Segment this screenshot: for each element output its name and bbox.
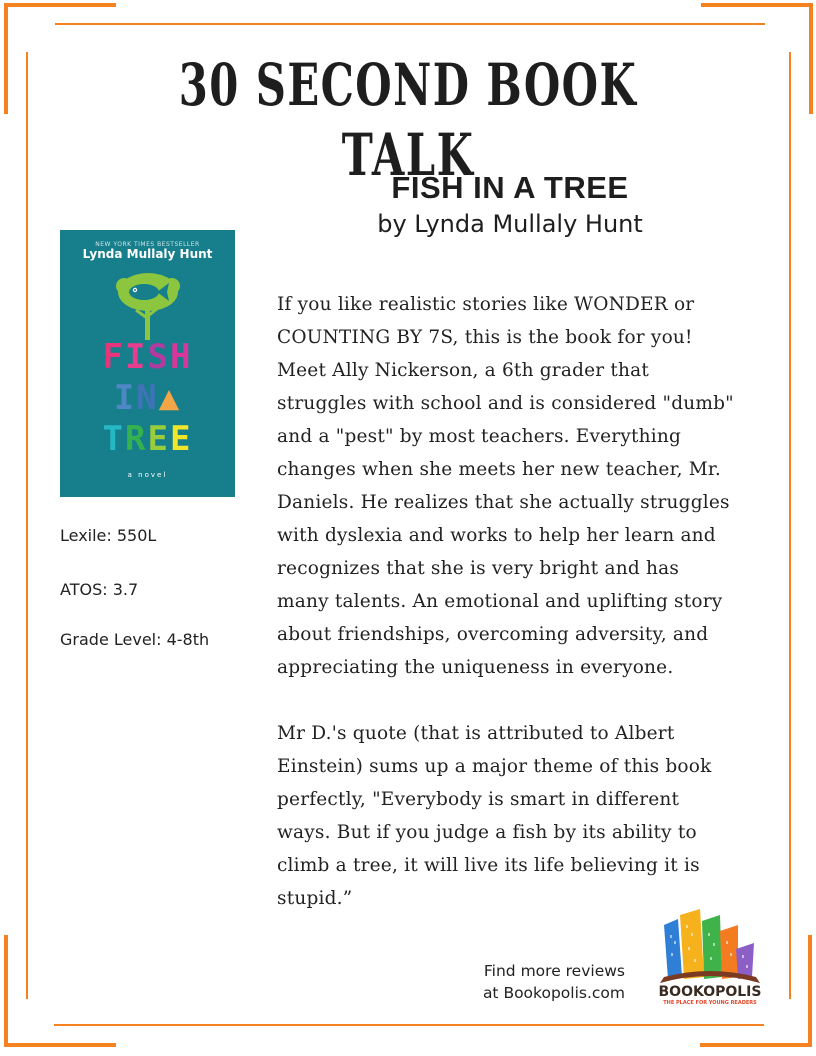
border-top-left-thick (5, 3, 116, 7)
atos-level: ATOS: 3.7 (60, 580, 139, 599)
review-line: Mr D.'s quote (that is attributed to Albert (277, 723, 675, 744)
cover-subtitle: a novel (127, 471, 168, 479)
logo-tagline: THE PLACE FOR YOUNG READERS (663, 1000, 757, 1006)
review-line: with dyslexia and works to help her learn and (277, 525, 716, 546)
border-left-inner (26, 52, 28, 999)
footer-reviews-link[interactable] (455, 960, 625, 1004)
review-line: COUNTING BY 7S, this is the book for you! (277, 327, 693, 348)
footer-line-1: Find more reviews (483, 962, 625, 980)
review-line: Einstein) sums up a major theme of this book (277, 756, 712, 777)
border-right-top-thick (809, 3, 813, 114)
logo-wordmark: BOOKOPOLIS (658, 984, 762, 1000)
review-line: perfectly, "Everybody is smart in different (277, 789, 680, 810)
review-line: many talents. An emotional and uplifting story (277, 591, 723, 612)
tree-fish-icon (112, 270, 184, 342)
books-icon (664, 909, 754, 979)
review-line: about friendships, overcoming adversity, and (277, 624, 709, 645)
footer-line-2: at Bookopolis.com (482, 984, 625, 1002)
grade-level: Grade Level: 4-8th (60, 630, 210, 649)
border-bottom-inner (54, 1024, 764, 1026)
border-top-right-thick (701, 3, 813, 7)
border-top-inner (55, 23, 765, 25)
review-line: ways. But if you judge a fish by its ability to (277, 822, 697, 843)
review-line: and a "pest" by most teachers. Everything (277, 426, 682, 447)
border-bottom-right-thick (700, 1043, 812, 1047)
cover-title-word-tree: TREE (102, 419, 193, 459)
lexile-level: Lexile: 550L (60, 526, 157, 545)
border-left-top-thick (4, 3, 8, 114)
border-right-bottom-thick (808, 935, 812, 1047)
border-right-inner (789, 52, 791, 999)
book-author: by Lynda Mullaly Hunt (377, 210, 643, 238)
page-title: 30 SECOND BOOK TALK (178, 51, 638, 189)
review-line: If you like realistic stories like WONDER or (277, 294, 695, 315)
review-line: struggles with school and is considered "dumb" (277, 393, 734, 414)
review-line: Daniels. He realizes that she actually struggles (277, 492, 730, 513)
cover-title-word-in-a: IN▲ (113, 378, 182, 418)
border-bottom-left-thick (4, 1043, 116, 1047)
review-line: appreciating the uniqueness in everyone. (277, 657, 674, 678)
review-paragraph-1 (277, 288, 777, 684)
review-line: climb a tree, it will live its life believing it is (277, 855, 700, 876)
review-line: Meet Ally Nickerson, a 6th grader that (277, 360, 650, 381)
review-line: stupid.” (277, 888, 353, 909)
border-left-bottom-thick (4, 935, 8, 1047)
cover-author: Lynda Mullaly Hunt (82, 247, 213, 261)
review-line: changes when she meets her new teacher, Mr. (277, 459, 721, 480)
book-cover-image (60, 230, 235, 497)
book-title: FISH IN A TREE (391, 170, 629, 205)
bookopolis-logo (658, 907, 762, 1007)
cover-tagline: NEW YORK TIMES BESTSELLER (95, 241, 200, 248)
cover-title-word-fish: FISH (102, 337, 193, 377)
review-line: recognizes that she is very bright and has (277, 558, 680, 579)
review-paragraph-2 (277, 717, 777, 915)
